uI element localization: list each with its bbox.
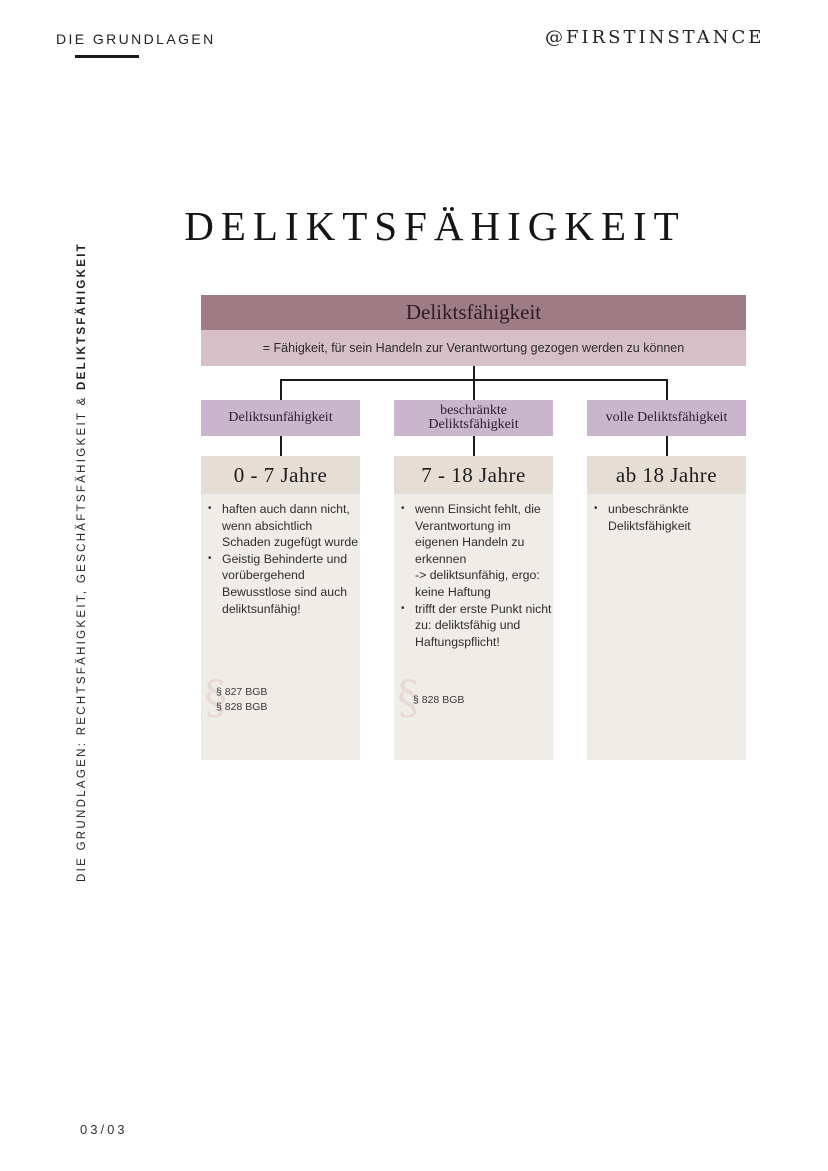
connector-right: [666, 379, 668, 400]
list-item: • wenn Einsicht fehlt, die Verantwortung im eigenen Handeln zu erkennen -> deliktsunfähig, ergo: keine Haftung: [400, 501, 552, 601]
connector-stem: [473, 366, 475, 380]
connector-age-middle: [473, 436, 475, 456]
law-reference: § 828 BGB: [413, 694, 465, 706]
bullet-list: [207, 501, 359, 617]
diagram-heading: Deliktsfähigkeit: [201, 295, 746, 330]
law-reference: § 828 BGB: [216, 701, 268, 713]
list-item: • trifft der erste Punkt nicht zu: deliktsfähig und Haftungspflicht!: [400, 601, 552, 651]
sidebar-caption: [76, 242, 88, 882]
list-item: • Geistig Behinderte und vorübergehend Bewusstlose sind auch deliktsunfähig!: [207, 551, 359, 617]
connector-age-right: [666, 436, 668, 456]
category-box-deliktsunfaehigkeit: Deliktsunfähigkeit: [201, 400, 360, 436]
page-title: DELIKTSFÄHIGKEIT: [184, 203, 686, 249]
connector-age-left: [280, 436, 282, 456]
law-reference: § 827 BGB: [216, 686, 268, 698]
age-box-ab-18: ab 18 Jahre: [587, 456, 746, 494]
diagram-definition: = Fähigkeit, für sein Handeln zur Verantwortung gezogen werden zu können: [201, 330, 746, 366]
list-item: • haften auch dann nicht, wenn absichtlich Schaden zugefügt wurde: [207, 501, 359, 551]
paragraph-symbol-watermark: §: [204, 670, 227, 724]
connector-middle: [473, 379, 475, 400]
details-box-volle-deliktsfaehigkeit: [587, 494, 746, 760]
section-label: DIE GRUNDLAGEN: [56, 31, 216, 47]
category-box-beschraenkte-deliktsfaehigkeit: [394, 400, 553, 436]
page-number: 03/03: [80, 1122, 128, 1137]
age-box-0-7: 0 - 7 Jahre: [201, 456, 360, 494]
category-box-volle-deliktsfaehigkeit: volle Deliktsfähigkeit: [587, 400, 746, 436]
section-underline: [75, 55, 139, 58]
list-item: • unbeschränkte Deliktsfähigkeit: [593, 501, 745, 534]
bullet-list: [593, 501, 745, 534]
category-line: beschränkte: [440, 403, 507, 418]
category-line: Deliktsfähigkeit: [428, 417, 519, 432]
age-box-7-18: 7 - 18 Jahre: [394, 456, 553, 494]
bullet-list: [400, 501, 552, 650]
details-box-beschraenkte-deliktsfaehigkeit: [394, 494, 553, 760]
brand-handle: @FIRSTINSTANCE: [545, 27, 765, 48]
paragraph-symbol-watermark: §: [397, 670, 420, 724]
details-box-deliktsunfaehigkeit: [201, 494, 360, 760]
connector-left: [280, 379, 282, 400]
sidebar-caption-highlight: DELIKTSFÄHIGKEIT: [76, 241, 88, 390]
sidebar-caption-text: DIE GRUNDLAGEN: RECHTSFÄHIGKEIT, GESCHÄFTSFÄHIGKEIT &: [76, 389, 88, 882]
